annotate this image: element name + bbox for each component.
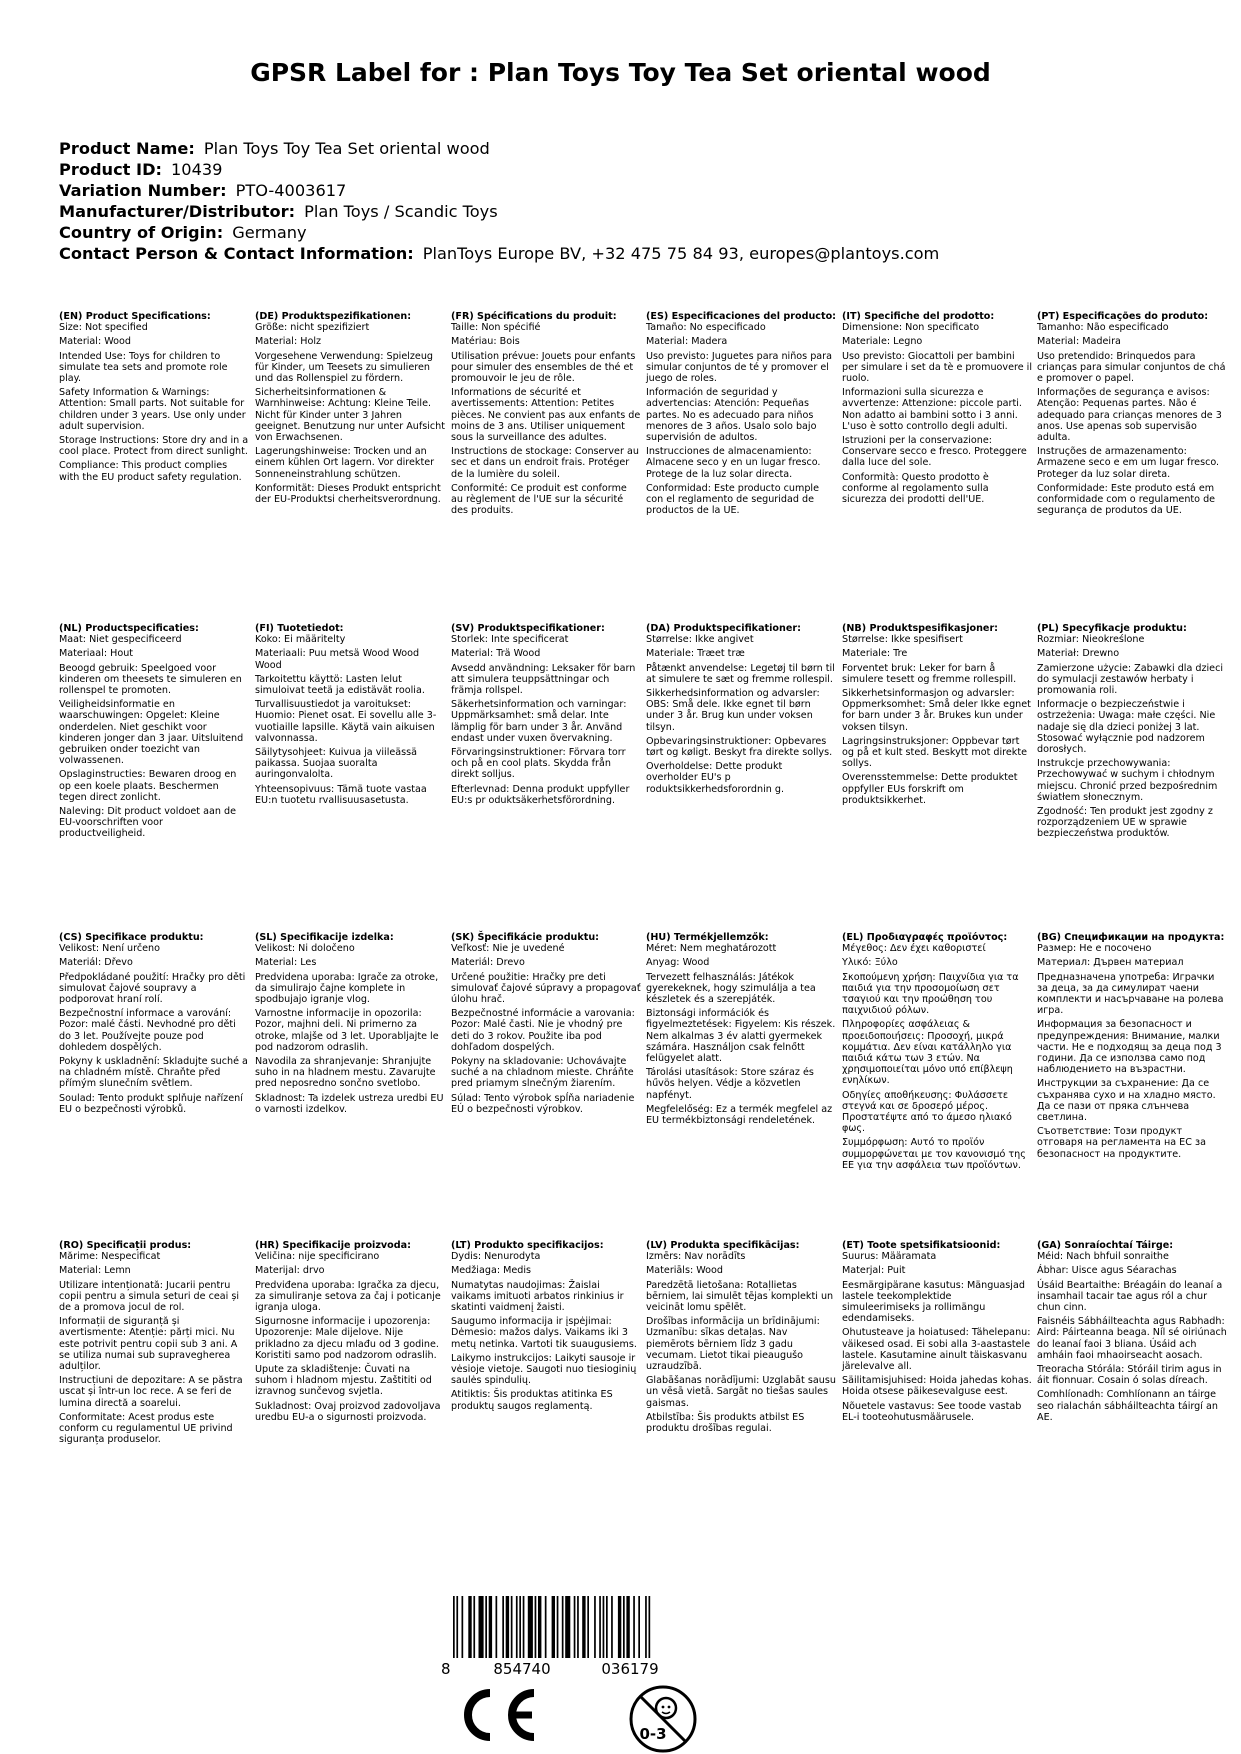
spec-paragraph: Efterlevnad: Denna produkt uppfyller EU:s pr oduktsäkerhetsförordning. xyxy=(451,783,630,806)
spec-paragraph: Comhlíonadh: Comhlíonann an táirge seo rialachán sábháilteachta táirgí an AE. xyxy=(1037,1389,1218,1423)
spec-paragraph: Maat: Niet gespecificeerd xyxy=(59,634,182,646)
spec-paragraph: Sikkerhetsinformasjon og advarsler: Oppmerksomhet: Små deler Ikke egnet for barn under 3 år. Brukes kun under voksen tilsyn. xyxy=(842,688,1031,733)
spec-paragraph: Σκοπούμενη χρήση: Παιχνίδια για τα παιδιά για την προσομοίωση σετ τσαγιού και την προώθηση του παιχνιδιού ρόλων. xyxy=(842,971,1019,1017)
spec-paragraph: Laikymo instrukcijos: Laikyti sausoje ir vėsioje vietoje. Saugoti nuo tiesioginių saulės spindulių. xyxy=(451,1352,637,1387)
language-heading: (SV) Produktspecifikationer: xyxy=(451,623,605,634)
spec-paragraph: Vorgesehene Verwendung: Spielzeug für Kinder, um Teesets zu simulieren und das Rollenspiel zu fördern. xyxy=(255,350,434,385)
spec-paragraph: Predvidena uporaba: Igrače za otroke, da simulirajo čajne komplete in spodbujajo igranje vlog. xyxy=(255,971,439,1006)
spec-paragraph: Rozmiar: Nieokreślone xyxy=(1037,634,1145,646)
language-block xyxy=(842,1240,1032,1426)
spec-paragraph: Medžiaga: Medis xyxy=(451,1265,532,1277)
spec-paragraph: Materiāls: Wood xyxy=(646,1265,724,1277)
spec-paragraph: Materijal: drvo xyxy=(255,1265,325,1277)
spec-paragraph: Overensstemmelse: Dette produktet oppfyller EUs forskrift om produktsikkerhet. xyxy=(842,772,1018,806)
spec-paragraph: Tarkoitettu käyttö: Lasten lelut simuloivat teetä ja edistävät roolia. xyxy=(255,673,425,697)
language-block xyxy=(255,1240,445,1426)
spec-paragraph: Dydis: Nenurodyta xyxy=(451,1251,541,1263)
spec-paragraph: Instrucciones de almacenamiento: Almacene seco y en un lugar fresco. Protege de la luz solar directa. xyxy=(646,446,821,480)
barcode-digits-left: 854740 xyxy=(493,1660,551,1678)
spec-paragraph: Tamanho: Não especificado xyxy=(1037,322,1169,334)
spec-paragraph: Material: Lemn xyxy=(59,1265,131,1277)
spec-paragraph: Material: Madeira xyxy=(1037,336,1121,348)
spec-paragraph: Určené použitie: Hračky pre deti simulovať čajové súpravy a propagovať úlohu hrač. xyxy=(451,971,641,1006)
contact-value: PlanToys Europe BV, +32 475 75 84 93, europes@plantoys.com xyxy=(422,244,940,263)
language-block xyxy=(842,623,1032,809)
spec-paragraph: Navodila za shranjevanje: Shranjujte suho in na hladnem mestu. Zavarujte pred neposredno sončno svetlobo. xyxy=(255,1056,436,1090)
spec-paragraph: Uso pretendido: Brinquedos para crianças para simular conjuntos de chá e promover o papel. xyxy=(1037,350,1226,385)
not-for-under-3-icon xyxy=(628,1684,698,1754)
spec-paragraph: Velikost: Není určeno xyxy=(59,943,160,955)
country-of-origin-value: Germany xyxy=(232,223,307,242)
spec-paragraph: Инструкции за съхранение: Да се съхранява сухо и на хладно място. Да се пази от пряка слънчева светлина. xyxy=(1037,1078,1216,1124)
language-block xyxy=(451,932,641,1118)
spec-paragraph: Lagerungshinweise: Trocken und an einem kühlen Ort lagern. Vor direkter Sonneneinstrahlung schützen. xyxy=(255,446,435,480)
spec-paragraph: Sicherheitsinformationen & Warnhinweise: Achtung: Kleine Teile. Nicht für Kinder unter 3 Jahren geeignet. Benutzung nur unter Aufsicht von Erwachsenen. xyxy=(255,387,446,444)
spec-paragraph: Съответствие: Този продукт отговаря на регламента на ЕС за безопасност на продуктите. xyxy=(1037,1126,1206,1160)
spec-paragraph: Nõuetele vastavus: See toode vastab EL-i tooteohutusmäärusele. xyxy=(842,1400,1022,1423)
spec-paragraph: Utilizare intenționată: Jucarii pentru copii pentru a simula seturi de ceai și de a promova jocul de rol. xyxy=(59,1279,240,1314)
language-block xyxy=(646,932,836,1129)
spec-paragraph: Biztonsági információk és figyelmeztetések: Figyelem: Kis részek. Nem alkalmas 3 év alatti gyermekek számára. Használjon csak felnőtt felügyelet alatt. xyxy=(646,1008,836,1065)
spec-paragraph: Soulad: Tento produkt splňuje nařízení EU o bezpečnosti výrobků. xyxy=(59,1092,243,1115)
spec-paragraph: Materjal: Puit xyxy=(842,1265,906,1277)
spec-paragraph: Instructions de stockage: Conserver au sec et dans un endroit frais. Protéger de la lumière du soleil. xyxy=(451,446,639,480)
spec-paragraph: Materiál: Dřevo xyxy=(59,957,133,969)
spec-paragraph: Numatytas naudojimas: Žaislai vaikams imituoti arbatos rinkinius ir skatinti vaidmenį žaisti. xyxy=(451,1279,624,1314)
language-block xyxy=(255,932,445,1118)
spec-paragraph: Glabāšanas norādījumi: Uzglabāt sausu un vēsā vietā. Sargāt no tiešas saules gaismas. xyxy=(646,1375,836,1409)
spec-paragraph: Matériau: Bois xyxy=(451,336,520,348)
spec-paragraph: Konformität: Dieses Produkt entspricht der EU-Produktsi cherheitsverordnung. xyxy=(255,482,441,506)
spec-paragraph: Avsedd användning: Leksaker för barn att simulera teuppsättningar och främja rollspel. xyxy=(451,662,636,697)
spec-paragraph: Säilitamisjuhised: Hoida jahedas kohas. Hoida otsese päikesevalguse eest. xyxy=(842,1375,1032,1398)
spec-paragraph: Ohutusteave ja hoiatused: Tähelepanu: väikesed osad. Ei sobi alla 3-aastastele lastele. Kasutamine ainult täiskasvanu järelevalve all. xyxy=(842,1327,1031,1373)
variation-number-row xyxy=(59,180,939,201)
spec-paragraph: Uso previsto: Giocattoli per bambini per simulare i set da tè e promuovere il ruolo. xyxy=(842,350,1033,385)
language-block xyxy=(1037,932,1227,1163)
spec-paragraph: Eesmärgipärane kasutus: Mänguasjad lastele teekomplektide simuleerimiseks ja rollimängu edendamiseks. xyxy=(842,1279,1025,1325)
contact-row xyxy=(59,243,939,264)
spec-paragraph: Předpokládané použití: Hračky pro děti simulovat čajové soupravy a podporovat hraní rolí. xyxy=(59,971,246,1006)
language-heading: (BG) Спецификации на продукта: xyxy=(1037,932,1225,943)
language-block xyxy=(1037,623,1227,843)
spec-paragraph: Informations de sécurité et avertissements: Attention: Petites pièces. Ne convient pas aux enfants de moins de 3 ans. Utiliser uniquement sous la surveillance des adultes. xyxy=(451,387,641,444)
language-heading: (DA) Produktspecifikationer: xyxy=(646,623,801,634)
spec-paragraph: Úsáid Beartaithe: Bréagáin do leanaí a insamhail tacair tae agus ról a chur chun cinn. xyxy=(1037,1279,1223,1314)
spec-paragraph: Súlad: Tento výrobok spĺňa nariadenie EÚ o bezpečnosti výrobkov. xyxy=(451,1092,635,1115)
spec-paragraph: Instrukcje przechowywania: Przechowywać w suchym i chłodnym miejscu. Chronić przed bezpośrednim światłem słonecznym. xyxy=(1037,758,1218,803)
spec-paragraph: Materiale: Legno xyxy=(842,336,923,348)
spec-paragraph: Storage Instructions: Store dry and in a cool place. Protect from direct sunlight. xyxy=(59,435,249,458)
language-block xyxy=(1037,311,1227,519)
contact-label: Contact Person & Contact Information: xyxy=(59,244,414,263)
language-block xyxy=(1037,1240,1227,1426)
spec-paragraph: Pokyny na skladovanie: Uchovávajte suché a na chladnom mieste. Chráňte pred priamym slnečným žiarením. xyxy=(451,1056,634,1090)
product-id-label: Product ID: xyxy=(59,160,162,179)
spec-paragraph: Conformité: Ce produit est conforme au règlement de l'UE sur la sécurité des produits. xyxy=(451,482,627,517)
spec-paragraph: Tárolási utasítások: Store száraz és hűvös helyen. Védje a közvetlen napfényt. xyxy=(646,1067,814,1101)
language-heading: (LT) Produkto specifikacijos: xyxy=(451,1240,604,1251)
spec-paragraph: Utilisation prévue: Jouets pour enfants pour simuler des ensembles de thé et promouvoir le jeu de rôle. xyxy=(451,350,636,385)
spec-paragraph: Overholdelse: Dette produkt overholder EU's p roduktsikkerhedsforordnin g. xyxy=(646,761,785,795)
spec-paragraph: Dimensione: Non specificato xyxy=(842,322,980,334)
spec-paragraph: Opbevaringsinstruktioner: Opbevares tørt og køligt. Beskyt fra direkte sollys. xyxy=(646,735,833,759)
spec-paragraph: Varnostne informacije in opozorila: Pozor, majhni deli. Ni primerno za otroke, mlajše od 3 let. Uporabljajte le pod nadzorom odraslih. xyxy=(255,1008,439,1053)
product-name-label: Product Name: xyxy=(59,139,195,158)
spec-paragraph: Atbilstība: Šis produkts atbilst ES produktu drošības regulai. xyxy=(646,1411,805,1435)
language-heading: (RO) Specificații produs: xyxy=(59,1240,192,1251)
spec-paragraph: Koko: Ei määritelty xyxy=(255,634,346,646)
language-heading: (GA) Sonraíochtaí Táirge: xyxy=(1037,1240,1174,1251)
spec-paragraph: Turvallisuustiedot ja varoitukset: Huomio: Pienet osat. Ei sovellu alle 3-vuotiaille lapsille. Käytä vain aikuisen valvonnassa. xyxy=(255,699,437,744)
product-info xyxy=(59,138,939,264)
barcode-bars xyxy=(453,1596,650,1658)
language-block xyxy=(451,1240,641,1415)
spec-paragraph: Ábhar: Uisce agus Séarachas xyxy=(1037,1265,1177,1277)
spec-paragraph: Materiale: Tre xyxy=(842,648,908,660)
spec-paragraph: Zamierzone użycie: Zabawki dla dzieci do symulacji zestawów herbaty i promowania roli. xyxy=(1037,662,1224,697)
spec-paragraph: Forventet bruk: Leker for barn å simulere tesett og fremme rollespill. xyxy=(842,662,1017,685)
product-name-value: Plan Toys Toy Tea Set oriental wood xyxy=(203,139,490,158)
language-heading: (HU) Termékjellemzők: xyxy=(646,932,769,943)
spec-paragraph: Bezpečnostné informácie a varovania: Pozor: Malé časti. Nie je vhodný pre deti do 3 rokov. Použite iba pod dohľadom dospelých. xyxy=(451,1008,635,1053)
language-block xyxy=(451,311,641,519)
manufacturer-row xyxy=(59,201,939,222)
barcode-digits-right: 036179 xyxy=(601,1660,659,1678)
spec-paragraph: Sikkerhedsinformation og advarsler: OBS: Små dele. Ikke egnet til børn under 3 år. Brug kun under voksen tilsyn. xyxy=(646,688,820,733)
spec-paragraph: Safety Information & Warnings: Attention: Small parts. Not suitable for children under 3 years. Use only under adult supervision. xyxy=(59,387,246,432)
spec-paragraph: Tervezett felhasználás: Játékok gyerekeknek, hogy szimulálja a tea készletek és a szerepjáték. xyxy=(646,971,816,1006)
barcode xyxy=(439,1596,713,1678)
spec-paragraph: Säkerhetsinformation och varningar: Uppmärksamhet: små delar. Inte lämplig för barn under 3 år. Använd endast under vuxen övervakning. xyxy=(451,699,627,744)
spec-paragraph: Veiligheidsinformatie en waarschuwingen: Opgelet: Kleine onderdelen. Niet geschikt voor kinderen jonger dan 3 jaar. Uitsluitend gebruiken onder toezicht van volwassenen. xyxy=(59,699,244,767)
spec-paragraph: Naleving: Dit product voldoet aan de EU-voorschriften voor productveiligheid. xyxy=(59,806,236,840)
spec-paragraph: Materiaal: Hout xyxy=(59,648,134,660)
spec-paragraph: Material: Trä Wood xyxy=(451,648,541,660)
spec-paragraph: Pokyny k uskladnění: Skladujte suché a na chladném místě. Chraňte před přímým slunečním světlem. xyxy=(59,1056,248,1090)
language-block xyxy=(646,1240,836,1437)
spec-paragraph: Συμμόρφωση: Αυτό το προϊόν συμμορφώνεται με τον κανονισμό της ΕΕ για την ασφάλεια των προϊόντων. xyxy=(842,1137,1026,1171)
language-heading: (EN) Product Specifications: xyxy=(59,311,211,322)
spec-paragraph: Lagringsinstruksjoner: Oppbevar tørt og på et kult sted. Beskytt mot direkte sollys. xyxy=(842,735,1027,770)
spec-paragraph: Informazioni sulla sicurezza e avvertenze: Attenzione: piccole parti. Non adatto ai bambini sotto i 3 anni. L'uso è sotto controllo degli adulti. xyxy=(842,387,1022,432)
product-name-row xyxy=(59,138,939,159)
spec-paragraph: Instrucțiuni de depozitare: A se păstra uscat și într-un loc rece. A se feri de lumina directă a soarelui. xyxy=(59,1375,243,1409)
variation-number-label: Variation Number: xyxy=(59,181,227,200)
language-heading: (NL) Productspecificaties: xyxy=(59,623,199,634)
spec-paragraph: Размер: Не е посочено xyxy=(1037,943,1152,955)
language-heading: (SL) Specifikacije izdelka: xyxy=(255,932,394,943)
spec-paragraph: Materiał: Drewno xyxy=(1037,648,1120,660)
spec-paragraph: Conformidade: Este produto está em conformidade com o regulamento de segurança de produtos da UE. xyxy=(1037,482,1216,517)
spec-paragraph: Предназначена употреба: Играчки за деца, за да симулират чаени комплекти и насърчаване на ролева игра. xyxy=(1037,971,1224,1017)
spec-paragraph: Πληροφορίες ασφάλειας & προειδοποιήσεις: Προσοχή, μικρά κομμάτια. Δεν είναι κατάλληλο για παιδιά κάτω των 3 ετών. Να χρησιμοποιείται μόνο υπό επίβλεψη ενηλίκων. xyxy=(842,1019,1013,1087)
spec-paragraph: Conformità: Questo prodotto è conforme al regolamento sulla sicurezza dei prodotti dell'UE. xyxy=(842,471,989,506)
age-range-label: 0-3 xyxy=(639,1725,667,1743)
spec-paragraph: Instruções de armazenamento: Armazene seco e em um lugar fresco. Proteger da luz solar direta. xyxy=(1037,446,1220,480)
spec-paragraph: Conformidad: Este producto cumple con el reglamento de seguridad de productos de la UE. xyxy=(646,482,819,517)
spec-paragraph: Størrelse: Ikke angivet xyxy=(646,634,754,646)
language-heading: (NB) Produktspesifikasjoner: xyxy=(842,623,999,634)
language-heading: (CS) Specifikace produktu: xyxy=(59,932,204,943)
language-block xyxy=(255,311,445,508)
spec-paragraph: Veľkosť: Nie je uvedené xyxy=(451,943,565,955)
spec-paragraph: Größe: nicht spezifiziert xyxy=(255,322,370,334)
spec-paragraph: Bezpečnostní informace a varování: Pozor: malé části. Nevhodné pro děti do 3 let. Používejte pouze pod dohledem dospělých. xyxy=(59,1008,236,1053)
spec-paragraph: Méret: Nem meghatározott xyxy=(646,943,777,955)
spec-paragraph: Taille: Non spécifié xyxy=(451,322,541,334)
spec-paragraph: Информация за безопасност и предупреждения: Внимание, малки части. Не е подходящ за деца под 3 години. Да се използва само под наблюдението на възрастни. xyxy=(1037,1019,1222,1076)
language-block xyxy=(842,311,1032,508)
spec-paragraph: Megfelelőség: Ez a termék megfelel az EU termékbiztonsági rendeletének. xyxy=(646,1103,833,1127)
product-id-row xyxy=(59,159,939,180)
spec-paragraph: Uso previsto: Juguetes para niños para simular conjuntos de té y promover el juego de roles. xyxy=(646,350,832,385)
spec-paragraph: Drošības informācija un brīdinājumi: Uzmanību: sīkas detaļas. Nav piemērots bērniem līdz 3 gadu vecumam. Lietot tikai pieaugušo uzraudzībā. xyxy=(646,1316,820,1373)
spec-paragraph: Atitiktis: Šis produktas atitinka ES produktų saugos reglamentą. xyxy=(451,1389,613,1412)
language-heading: (ES) Especificaciones del producto: xyxy=(646,311,837,322)
language-block xyxy=(59,932,249,1118)
page-title: GPSR Label for : Plan Toys Toy Tea Set oriental wood xyxy=(250,58,991,87)
spec-paragraph: Faisnéis Sábháilteachta agus Rabhadh: Aird: Páirteanna beaga. Níl sé oiriúnach do leanaí faoi 3 bliana. Úsáid ach amháin faoi mhaoirseacht aosach. xyxy=(1037,1316,1227,1361)
spec-paragraph: Informații de siguranță și avertismente: Atenție: părți mici. Nu este potrivit pentru copii sub 3 ani. A se utiliza numai sub supravegherea adulților. xyxy=(59,1316,238,1373)
spec-paragraph: Yhteensopivuus: Tämä tuote vastaa EU:n tuotetu rvallisuusasetusta. xyxy=(255,783,427,806)
spec-paragraph: Size: Not specified xyxy=(59,322,148,334)
language-block xyxy=(646,623,836,798)
language-block xyxy=(59,311,249,486)
spec-paragraph: Material: Les xyxy=(255,957,317,969)
spec-paragraph: Compliance: This product complies with the EU product safety regulation. xyxy=(59,460,242,483)
spec-paragraph: Materiaali: Puu metsä Wood Wood Wood xyxy=(255,648,420,671)
language-block xyxy=(59,1240,249,1448)
spec-paragraph: Izmērs: Nav norādīts xyxy=(646,1251,746,1263)
language-block xyxy=(255,623,445,809)
spec-paragraph: Paredzētā lietošana: Rotaļlietas bērniem, lai simulēt tējas komplekti un veicināt lomu spēlēt. xyxy=(646,1279,834,1314)
country-of-origin-row xyxy=(59,222,939,243)
spec-paragraph: Saugumo informacija ir įspėjimai: Dėmesio: mažos dalys. Vaikams iki 3 metų netinka. Vartoti tik suaugusiems. xyxy=(451,1316,637,1350)
spec-paragraph: Material: Holz xyxy=(255,336,322,348)
product-id-value: 10439 xyxy=(170,160,223,179)
spec-paragraph: Información de seguridad y advertencias: Atención: Pequeñas partes. No es adecuado para niños menores de 3 años. Usalo solo bajo supervisión de adultos. xyxy=(646,387,817,444)
spec-paragraph: Anyag: Wood xyxy=(646,957,710,969)
language-heading: (ET) Toote spetsifikatsioonid: xyxy=(842,1240,1001,1251)
language-heading: (HR) Specifikacije proizvoda: xyxy=(255,1240,411,1251)
spec-paragraph: Tamaño: No especificado xyxy=(646,322,766,334)
spec-paragraph: Beoogd gebruik: Speelgoed voor kinderen om theesets te simuleren en rollenspel te promoten. xyxy=(59,662,242,697)
spec-paragraph: Conformitate: Acest produs este conform cu regulamentul UE privind siguranța produselor. xyxy=(59,1411,233,1446)
spec-paragraph: Materiale: Træet træ xyxy=(646,648,745,660)
spec-paragraph: Upute za skladištenje: Čuvati na suhom i hladnom mjestu. Zaštititi od izravnog sunčevog svjetla. xyxy=(255,1364,432,1398)
spec-paragraph: Treoracha Stórála: Stóráil tirim agus in áit fionnuar. Cosain ó solas díreach. xyxy=(1037,1364,1222,1387)
spec-paragraph: Méid: Nach bhfuil sonraithe xyxy=(1037,1251,1169,1263)
spec-paragraph: Informações de segurança e avisos: Atenção: Pequenas partes. Não é adequado para crianças menores de 3 anos. Use apenas sob supervisão adulta. xyxy=(1037,387,1222,444)
language-block xyxy=(59,623,249,843)
spec-paragraph: Sigurnosne informacije i upozorenja: Upozorenje: Male dijelove. Nije prikladno za djecu mlađu od 3 godine. Koristiti samo pod nadzorom odraslih. xyxy=(255,1316,439,1361)
language-heading: (FI) Tuotetiedot: xyxy=(255,623,344,634)
language-block xyxy=(646,311,836,519)
spec-paragraph: Materiál: Drevo xyxy=(451,957,525,969)
spec-paragraph: Velikost: Ni določeno xyxy=(255,943,355,955)
spec-paragraph: Opslaginstructies: Bewaren droog en op een koele plaats. Beschermen tegen direct zonlicht. xyxy=(59,769,237,803)
language-heading: (EL) Προδιαγραφές προϊόντος: xyxy=(842,932,1008,943)
language-heading: (LV) Produkta specifikācijas: xyxy=(646,1240,800,1251)
variation-number-value: PTO-4003617 xyxy=(235,181,347,200)
ce-mark-icon xyxy=(454,1685,538,1745)
language-block xyxy=(451,623,641,809)
spec-paragraph: Intended Use: Toys for children to simulate tea sets and promote role play. xyxy=(59,350,228,385)
language-heading: (FR) Spécifications du produit: xyxy=(451,311,617,322)
spec-paragraph: Säilytysohjeet: Kuivua ja viileässä paikassa. Suojaa suoralta auringonvalolta. xyxy=(255,747,418,781)
spec-paragraph: Istruzioni per la conservazione: Conservare secco e fresco. Proteggere dalla luce del sole. xyxy=(842,435,1027,469)
spec-paragraph: Veličina: nije specificirano xyxy=(255,1251,380,1263)
manufacturer-label: Manufacturer/Distributor: xyxy=(59,202,296,221)
language-heading: (PL) Specyfikacje produktu: xyxy=(1037,623,1187,634)
language-heading: (PT) Especificações do produto: xyxy=(1037,311,1209,322)
spec-paragraph: Sukladnost: Ovaj proizvod zadovoljava uredbu EU-a o sigurnosti proizvoda. xyxy=(255,1400,441,1423)
spec-paragraph: Predviđena uporaba: Igračka za djecu, za simuliranje setova za čaj i poticanje igranja uloga. xyxy=(255,1279,441,1314)
language-heading: (IT) Specifiche del prodotto: xyxy=(842,311,995,322)
spec-paragraph: Informacje o bezpieczeństwie i ostrzeżenia: Uwaga: małe części. Nie nadaje się dla dzieci poniżej 3 lat. Stosować wyłącznie pod nadzorem dorosłych. xyxy=(1037,699,1216,756)
spec-paragraph: Οδηγίες αποθήκευσης: Φυλάσσετε στεγνά και σε δροσερό μέρος. Προστατέψτε από το άμεσο ηλιακό φως. xyxy=(842,1089,1012,1135)
spec-paragraph: Material: Madera xyxy=(646,336,728,348)
spec-paragraph: Suurus: Määramata xyxy=(842,1251,937,1263)
spec-paragraph: Material: Wood xyxy=(59,336,132,348)
spec-paragraph: Zgodność: Ten produkt jest zgodny z rozporządzeniem UE w sprawie bezpieczeństwa produktów. xyxy=(1037,806,1213,840)
spec-paragraph: Storlek: Inte specificerat xyxy=(451,634,569,646)
spec-paragraph: Förvaringsinstruktioner: Förvara torr och på en cool plats. Skydda från direkt solljus. xyxy=(451,747,626,781)
manufacturer-value: Plan Toys / Scandic Toys xyxy=(304,202,498,221)
language-block xyxy=(842,932,1032,1174)
language-heading: (SK) Špecifikácie produktu: xyxy=(451,932,600,943)
language-heading: (DE) Produktspezifikationen: xyxy=(255,311,412,322)
spec-paragraph: Μέγεθος: Δεν έχει καθοριστεί xyxy=(842,943,986,955)
spec-paragraph: Påtænkt anvendelse: Legetøj til børn til at simulere te sæt og fremme rollespil. xyxy=(646,662,835,685)
spec-paragraph: Størrelse: Ikke spesifisert xyxy=(842,634,963,646)
barcode-digit-first: 8 xyxy=(441,1660,451,1678)
spec-paragraph: Материал: Дървен материал xyxy=(1037,957,1184,969)
spec-paragraph: Skladnost: Ta izdelek ustreza uredbi EU o varnosti izdelkov. xyxy=(255,1092,444,1115)
spec-paragraph: Mărime: Nespecificat xyxy=(59,1251,161,1263)
spec-paragraph: Υλικό: Ξύλο xyxy=(842,957,898,969)
country-of-origin-label: Country of Origin: xyxy=(59,223,224,242)
